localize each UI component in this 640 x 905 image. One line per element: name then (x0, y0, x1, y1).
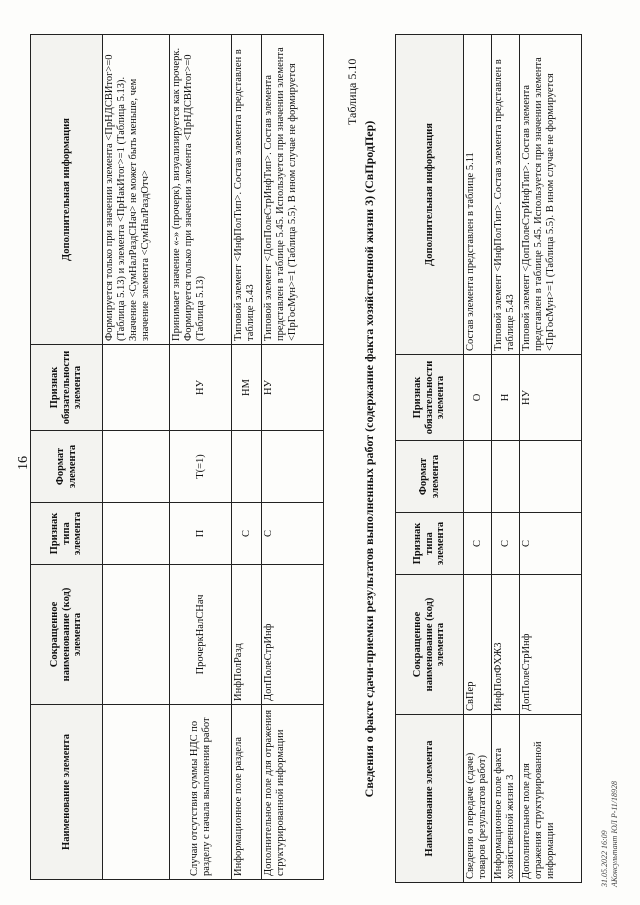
cell-format (232, 431, 262, 503)
header-name: Наименование элемента (31, 705, 103, 880)
header-type: Признак типа элемента (31, 503, 103, 565)
cell-code (103, 565, 170, 705)
cell-type: С (464, 513, 492, 575)
cell-code: ПрочеркНалСНач (170, 565, 232, 705)
table-row (464, 35, 492, 883)
page-number: 16 (16, 456, 31, 470)
cell-info: Типовой элемент <ИнфПолТип>. Состав элемента представлен в таблице 5.43 (232, 35, 262, 345)
table-number: Таблица 5.10 (345, 58, 359, 125)
table-row (520, 35, 582, 883)
cell-name: Информационное поле факта хозяйственной жизни 3 (492, 715, 520, 883)
footer-stamp (600, 781, 620, 887)
cell-required: НМ (232, 345, 262, 431)
table-row (492, 35, 520, 883)
header-info: Дополнительная информация (396, 35, 464, 355)
cell-name (103, 705, 170, 880)
cell-code: СвПер (464, 575, 492, 715)
cell-format (520, 441, 582, 513)
cell-name: Случаи отсутствия суммы НДС по разделу с начала выполнения работ (170, 705, 232, 880)
table-header-row (31, 35, 103, 880)
cell-code: ДопПолеСтрИнф (262, 565, 324, 705)
cell-type: С (232, 503, 262, 565)
cell-required: НУ (170, 345, 232, 431)
cell-name: Дополнительное поле для отражения структурированной информации (262, 705, 324, 880)
cell-required: О (464, 355, 492, 441)
cell-type: С (492, 513, 520, 575)
header-info: Дополнительная информация (31, 35, 103, 345)
header-name: Наименование элемента (396, 715, 464, 883)
table-row (262, 35, 324, 880)
cell-info: Состав элемента представлен в таблице 5.11 (464, 35, 492, 355)
cell-code: ДопПолеСтрИнф (520, 575, 582, 715)
cell-info: Типовой элемент <ДопПолеСтрИнфТип>. Состав элемента представлен в таблице 5.45. Используется при значении элемента <ПрГосМун>=1 (Таблица 5.5). В ином случае не формируется (520, 35, 582, 355)
cell-format (492, 441, 520, 513)
cell-info: Формируется только при значении элемента <ПрНДСВИтог>=0 (Таблица 5.13) и элемента <ПрНакИтог>=1 (Таблица 5.13). Значение <СумНалРаздСНач> не может быть меньше, чем значение элемента <СумНалРаздОтч> (103, 35, 170, 345)
stamp-date: 31.05.2022 16:09 (600, 830, 609, 887)
cell-format (103, 431, 170, 503)
cell-type: С (520, 513, 582, 575)
cell-code: ИнфПолФХЖ3 (492, 575, 520, 715)
header-code: Сокращенное наименование (код) элемента (396, 575, 464, 715)
header-required: Признак обязательности элемента (31, 345, 103, 431)
header-type: Признак типа элемента (396, 513, 464, 575)
table-header-row (396, 35, 464, 883)
table-continuation (30, 34, 324, 880)
cell-info: Типовой элемент <ИнфПолТип>. Состав элемента представлен в таблице 5.43 (492, 35, 520, 355)
table-row (170, 35, 232, 880)
table-row (103, 35, 170, 880)
header-format: Формат элемента (396, 441, 464, 513)
stamp-source: АКонсультант ЮЛ Р-11/18928 (610, 781, 619, 887)
cell-format: T(=1) (170, 431, 232, 503)
cell-code: ИнфПолРазд (232, 565, 262, 705)
table-title: Сведения о факте сдачи-приемки результатов выполненных работ (содержание факта хозяйственной жизни 3) (СвПродПер) (362, 120, 376, 798)
cell-format (464, 441, 492, 513)
cell-required: Н (492, 355, 520, 441)
table-svprodper (395, 34, 582, 883)
cell-required (103, 345, 170, 431)
cell-name: Дополнительное поле для отражения структурированной информации (520, 715, 582, 883)
header-format: Формат элемента (31, 431, 103, 503)
cell-info: Принимает значение «-» (прочерк), визуализируется как прочерк. Формируется только при значении элемента <ПрНДСВИтог>=0 (Таблица 5.13) (170, 35, 232, 345)
cell-required: НУ (520, 355, 582, 441)
cell-type: С (262, 503, 324, 565)
cell-name: Информационное поле раздела (232, 705, 262, 880)
header-code: Сокращенное наименование (код) элемента (31, 565, 103, 705)
cell-required: НУ (262, 345, 324, 431)
cell-type (103, 503, 170, 565)
cell-info: Типовой элемент <ДопПолеСтрИнфТип>. Состав элемента представлен в таблице 5.45. Используется при значении элемента <ПрГосМун>=1 (Таблица 5.5). В ином случае не формируется (262, 35, 324, 345)
header-required: Признак обязательности элемента (396, 355, 464, 441)
cell-name: Сведения о передаче (сдаче) товаров (результатов работ) (464, 715, 492, 883)
table-row (232, 35, 262, 880)
cell-type: П (170, 503, 232, 565)
cell-format (262, 431, 324, 503)
